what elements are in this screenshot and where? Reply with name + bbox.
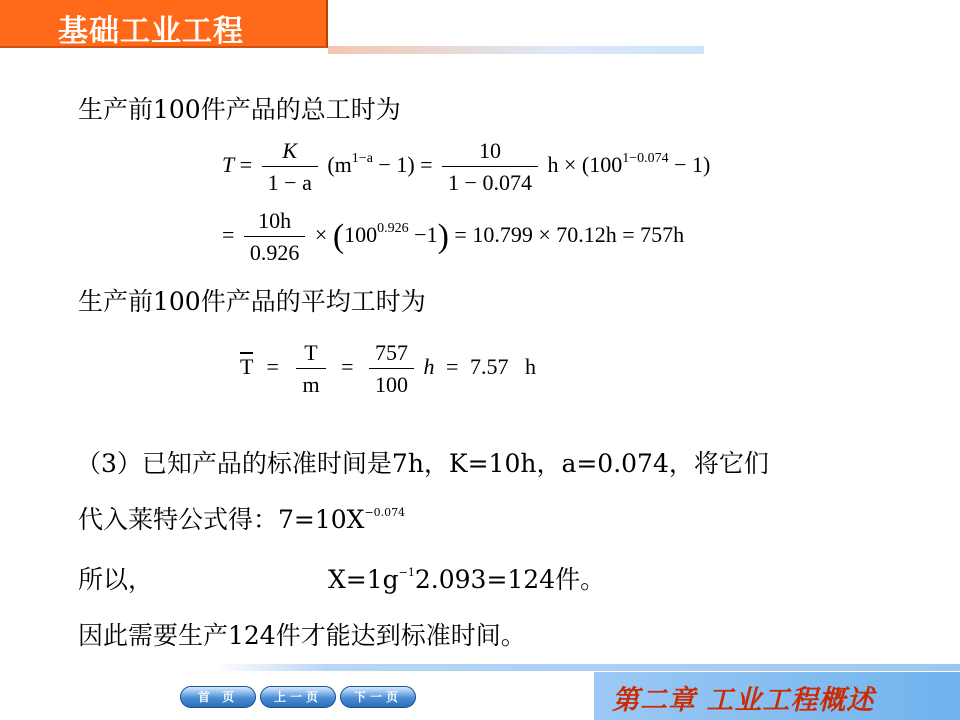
eq3-T-bar: $\overline{T}$ xyxy=(240,354,254,380)
eq3-den-100: 100 xyxy=(375,372,409,397)
therefore-exponent: −1 xyxy=(398,566,415,579)
fraction-K-over-1-a xyxy=(262,138,318,196)
text-line-wright-formula xyxy=(78,500,405,536)
bottom-divider xyxy=(215,664,960,671)
therefore-x: X=1g xyxy=(328,565,399,594)
eq3-result: 7.57 h xyxy=(469,354,536,380)
eq2-right-paren: ) xyxy=(437,218,449,255)
therefore-label: 所以， xyxy=(78,565,154,594)
eq3-equals-1: = xyxy=(266,354,279,380)
eq3-num-T: T xyxy=(296,340,325,369)
eq3-equals-3: = xyxy=(446,354,459,380)
next-page-button[interactable]: 下一页 xyxy=(340,686,416,708)
chapter-title: 第二章 工业工程概述 xyxy=(612,685,875,716)
eq1-equals: = xyxy=(239,152,253,178)
eq3-den-m: m xyxy=(302,372,320,397)
home-button[interactable]: 首 页 xyxy=(180,686,256,708)
fraction-10h-over-0926 xyxy=(244,208,306,266)
eq1-den-074: 1 − 0.074 xyxy=(448,170,532,195)
eq1-num-K: K xyxy=(282,138,298,163)
eq1-T: T xyxy=(222,152,235,178)
eq1-exp-1a: 1−a xyxy=(351,151,373,167)
eq1-exp-074: 1−0.074 xyxy=(622,151,669,167)
eq1-den-1a: 1 − a xyxy=(267,170,312,195)
eq1-paren-m: (m xyxy=(327,152,352,178)
eq2-exp-0926: 0.926 xyxy=(377,221,409,237)
eq1-num-10: 10 xyxy=(442,138,538,167)
eq2-times: × xyxy=(314,222,328,248)
text-line-conclusion: 因此需要生产124件才能达到标准时间。 xyxy=(78,621,526,650)
page-title: 基础工业工程 xyxy=(58,14,244,49)
equation-total-time-2 xyxy=(222,208,684,266)
fraction-T-over-m xyxy=(296,340,325,398)
title-underline xyxy=(328,46,704,54)
formula-main: 代入莱特公式得：7=10X xyxy=(78,505,365,534)
therefore-expression xyxy=(328,560,605,596)
text-line-standard-time: （3）已知产品的标准时间是7h，K=10h，a=0.074，将它们 xyxy=(76,449,769,478)
eq3-h: h xyxy=(423,354,435,380)
eq2-den-0926: 0.926 xyxy=(249,240,300,265)
equation-total-time-1 xyxy=(222,138,710,196)
fraction-757-over-100 xyxy=(369,340,414,398)
eq1-minus1: − 1) = xyxy=(372,152,433,178)
eq2-equals: = xyxy=(222,222,235,248)
eq2-left-paren: ( xyxy=(332,218,345,255)
eq1-tail: − 1) xyxy=(668,152,711,178)
eq3-equals-2: = xyxy=(341,354,354,380)
eq2-base100: 100 xyxy=(344,222,378,248)
fraction-10-over-1-0074 xyxy=(442,138,538,196)
formula-exponent: −0.074 xyxy=(364,506,406,519)
equation-average-time xyxy=(240,340,536,398)
eq1-h-times: h × (100 xyxy=(547,152,623,178)
eq2-minus1: −1 xyxy=(408,222,438,248)
eq3-num-757: 757 xyxy=(369,340,414,369)
text-line-therefore xyxy=(78,560,606,596)
text-line-total-time: 生产前100件产品的总工时为 xyxy=(78,95,401,124)
therefore-result: 2.093=124件。 xyxy=(414,565,606,594)
prev-page-button[interactable]: 上一页 xyxy=(260,686,336,708)
text-line-average-time: 生产前100件产品的平均工时为 xyxy=(78,287,426,316)
eq2-rest: = 10.799 × 70.12h = 757h xyxy=(454,222,685,248)
eq2-num-10h: 10h xyxy=(244,208,306,237)
